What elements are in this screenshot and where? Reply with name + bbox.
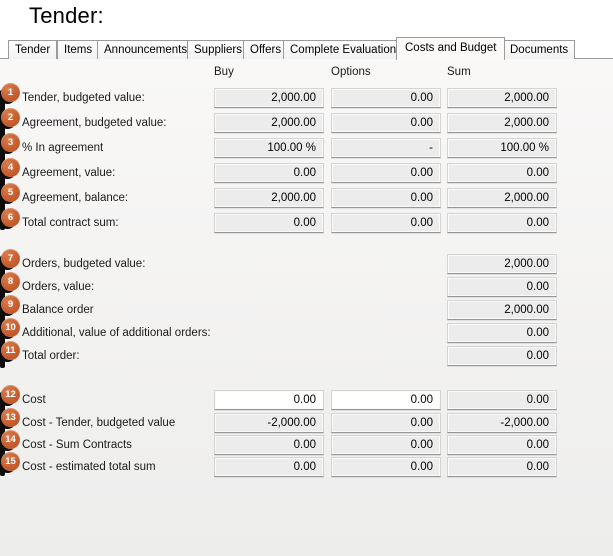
row-label: Cost — [22, 394, 46, 406]
options-value-field: 0.00 — [331, 113, 441, 133]
sum-value-field: 2,000.00 — [447, 113, 557, 133]
row-label: Cost - Sum Contracts — [22, 439, 132, 451]
buy-value-field: 0.00 — [214, 435, 324, 455]
budget-row — [0, 254, 613, 274]
options-value-field: - — [331, 138, 441, 158]
step-badge: 2 — [1, 108, 20, 127]
options-value-field: 0.00 — [331, 457, 441, 477]
step-badge: 13 — [1, 408, 20, 427]
step-badge: 10 — [1, 318, 20, 337]
column-header-sum: Sum — [447, 66, 471, 78]
sum-value-field: 0.00 — [447, 323, 557, 343]
buy-value-field: 2,000.00 — [214, 113, 324, 133]
cost-buy-input[interactable]: 0.00 — [214, 390, 324, 410]
budget-row — [0, 413, 613, 433]
buy-value-field: -2,000.00 — [214, 413, 324, 433]
cost-options-input[interactable]: 0.00 — [331, 390, 441, 410]
tab-items[interactable]: Items — [57, 40, 99, 59]
sum-value-field: 2,000.00 — [447, 300, 557, 320]
page-title: Tender: — [29, 3, 104, 28]
sum-value-field: 2,000.00 — [447, 254, 557, 274]
step-badge: 1 — [1, 83, 20, 102]
budget-row — [0, 113, 613, 133]
row-label: Additional, value of additional orders: — [22, 327, 211, 339]
buy-value-field: 2,000.00 — [214, 88, 324, 108]
row-label: Tender, budgeted value: — [22, 92, 145, 104]
column-header-options: Options — [331, 66, 371, 78]
buy-value-field: 0.00 — [214, 163, 324, 183]
step-badge: 4 — [1, 158, 20, 177]
row-label: Cost - Tender, budgeted value — [22, 417, 176, 429]
row-label: Orders, budgeted value: — [22, 258, 146, 270]
sum-value-field: 100.00 % — [447, 138, 557, 158]
sum-value-field: 0.00 — [447, 346, 557, 366]
buy-value-field: 2,000.00 — [214, 188, 324, 208]
budget-row — [0, 457, 613, 477]
step-badge: 5 — [1, 183, 20, 202]
sum-value-field: 0.00 — [447, 213, 557, 233]
options-value-field: 0.00 — [331, 163, 441, 183]
buy-value-field: 100.00 % — [214, 138, 324, 158]
options-value-field: 0.00 — [331, 413, 441, 433]
tab-documents[interactable]: Documents — [503, 40, 575, 59]
budget-row — [0, 138, 613, 158]
row-label: Total order: — [22, 350, 80, 362]
budget-row — [0, 213, 613, 233]
tab-tender[interactable]: Tender — [8, 40, 57, 59]
options-value-field: 0.00 — [331, 435, 441, 455]
options-value-field: 0.00 — [331, 188, 441, 208]
budget-row — [0, 346, 613, 366]
budget-row — [0, 323, 613, 343]
tab-complete-evaluation[interactable]: Complete Evaluation — [283, 40, 403, 59]
sum-value-field: 0.00 — [447, 390, 557, 410]
budget-row — [0, 163, 613, 183]
tab-announcements[interactable]: Announcements — [97, 40, 194, 59]
budget-row — [0, 390, 613, 410]
row-label: Agreement, balance: — [22, 192, 129, 204]
step-badge: 11 — [1, 341, 20, 360]
sum-value-field: 0.00 — [447, 457, 557, 477]
row-label: Orders, value: — [22, 281, 95, 293]
step-badge: 6 — [1, 208, 20, 227]
row-label: Agreement, value: — [22, 167, 116, 179]
buy-value-field: 0.00 — [214, 457, 324, 477]
buy-value-field: 0.00 — [214, 213, 324, 233]
step-badge: 7 — [1, 249, 20, 268]
sum-value-field: 2,000.00 — [447, 188, 557, 208]
row-label: Cost - estimated total sum — [22, 461, 156, 473]
sum-value-field: 0.00 — [447, 435, 557, 455]
tab-costs-and-budget[interactable]: Costs and Budget — [396, 37, 505, 60]
step-badge: 12 — [1, 385, 20, 404]
column-header-buy: Buy — [214, 66, 234, 78]
sum-value-field: 0.00 — [447, 277, 557, 297]
step-badge: 15 — [1, 452, 20, 471]
tab-bar — [0, 36, 613, 59]
budget-row — [0, 435, 613, 455]
row-label: Agreement, budgeted value: — [22, 117, 167, 129]
step-badge: 3 — [1, 133, 20, 152]
step-badge: 8 — [1, 272, 20, 291]
budget-row — [0, 188, 613, 208]
budget-row — [0, 277, 613, 297]
options-value-field: 0.00 — [331, 88, 441, 108]
step-badge: 14 — [1, 430, 20, 449]
row-label: Balance order — [22, 304, 94, 316]
sum-value-field: -2,000.00 — [447, 413, 557, 433]
budget-row — [0, 300, 613, 320]
row-label: % In agreement — [22, 142, 104, 154]
sum-value-field: 2,000.00 — [447, 88, 557, 108]
row-label: Total contract sum: — [22, 217, 119, 229]
sum-value-field: 0.00 — [447, 163, 557, 183]
options-value-field: 0.00 — [331, 213, 441, 233]
tab-suppliers[interactable]: Suppliers — [187, 40, 249, 59]
tab-offers[interactable]: Offers — [243, 40, 288, 59]
step-badge: 9 — [1, 295, 20, 314]
budget-row — [0, 88, 613, 108]
